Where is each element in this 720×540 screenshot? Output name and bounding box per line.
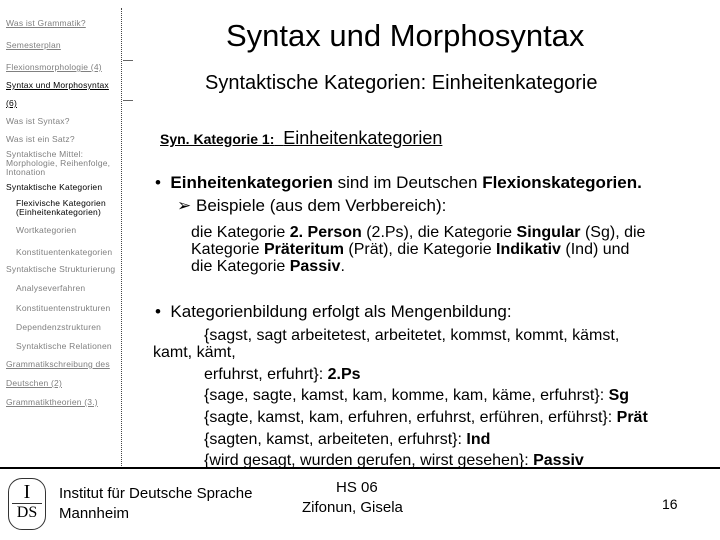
nav-link-current[interactable]: (6) bbox=[6, 98, 17, 108]
nav-item[interactable]: Konstituentenstrukturen bbox=[16, 303, 111, 313]
slide-title: Syntax und Morphosyntax bbox=[226, 18, 585, 53]
page-number: 16 bbox=[662, 496, 678, 512]
bold-term: Einheitenkategorien bbox=[170, 173, 333, 192]
divider bbox=[123, 60, 133, 61]
heading-prefix: Syn. Kategorie 1: bbox=[160, 131, 275, 147]
nav-item[interactable]: Was ist ein Satz? bbox=[6, 134, 75, 144]
text: Beispiele (aus dem Verbbereich): bbox=[195, 196, 447, 215]
slide-subtitle: Syntaktische Kategorien: Einheitenkategorie bbox=[205, 72, 598, 94]
set-line: {sagst, sagt arbeitetest, arbeitetet, kommst, kommt, kämst, bbox=[204, 327, 620, 344]
nav-item[interactable]: Was ist Syntax? bbox=[6, 116, 70, 126]
nav-item[interactable]: Wortkategorien bbox=[16, 225, 77, 235]
nav-item[interactable]: Dependenzstrukturen bbox=[16, 322, 102, 332]
footer-divider bbox=[0, 467, 720, 469]
text: Kategorienbildung erfolgt als Mengenbildung: bbox=[170, 302, 512, 321]
divider bbox=[123, 100, 133, 101]
text: sind im Deutschen bbox=[332, 173, 483, 192]
nav-item[interactable]: Konstituentenkategorien bbox=[16, 247, 113, 257]
nav-link[interactable]: Was ist Grammatik? bbox=[6, 18, 86, 28]
bullet-1: • Einheitenkategorien sind im Deutschen Flexionskategorien. bbox=[155, 173, 642, 192]
author: Zifonun, Gisela bbox=[302, 499, 403, 516]
set-line: erfuhrst, erfuhrt}: 2.Ps bbox=[204, 366, 361, 383]
set-line: kamt, kämt, bbox=[153, 344, 236, 361]
nav-link[interactable]: Deutschen (2) bbox=[6, 378, 62, 388]
nav-link[interactable]: Grammatikschreibung des bbox=[6, 359, 110, 369]
nav-link[interactable]: Grammatiktheorien (3.) bbox=[6, 397, 98, 407]
bold-term: Flexionskategorien. bbox=[482, 173, 642, 192]
set-line: {sagten, kamst, arbeiteten, erfuhrst}: Ind bbox=[204, 431, 491, 448]
sub-bullet bbox=[177, 196, 446, 216]
nav-item-current[interactable]: Syntaktische Kategorien bbox=[6, 182, 103, 192]
nav-item[interactable]: Syntaktische Strukturierung bbox=[6, 264, 116, 274]
nav-item[interactable]: Syntaktische Relationen bbox=[16, 341, 112, 351]
institute-name: Institut für Deutsche Sprache Mannheim bbox=[59, 485, 253, 522]
bullet-2: • Kategorienbildung erfolgt als Mengenbildung: bbox=[155, 302, 512, 321]
nav-item[interactable]: Syntaktische Mittel: Morphologie, Reihenfolge, Intonation bbox=[6, 149, 111, 177]
nav-link-current[interactable]: Syntax und Morphosyntax bbox=[6, 80, 109, 90]
ids-logo: I DS bbox=[8, 478, 46, 530]
nav-link[interactable]: Flexionsmorphologie (4) bbox=[6, 62, 102, 72]
examples-paragraph: die Kategorie 2. Person (2.Ps), die Kategorie Singular (Sg), die Kategorie Präteritum (Prät), die Kategorie Indikativ (Ind) und die Kategorie Passiv. bbox=[191, 224, 646, 275]
set-line: {wird gesagt, wurden gerufen, wirst gesehen}: Passiv bbox=[204, 452, 584, 469]
sidebar-divider bbox=[121, 8, 122, 466]
nav-item-current[interactable]: Flexivische Kategorien (Einheitenkategorien) bbox=[16, 198, 106, 217]
nav-link[interactable]: Semesterplan bbox=[6, 40, 61, 50]
set-line: {sage, sagte, kamst, kam, komme, kam, käme, erfuhrst}: Sg bbox=[204, 387, 630, 404]
set-line: {sagte, kamst, kam, erfuhren, erfuhrst, erführen, erführst}: Prät bbox=[204, 409, 648, 426]
heading-main: Einheitenkategorien bbox=[283, 128, 443, 148]
section-heading bbox=[160, 128, 442, 149]
arrow-bullet-icon: ➢ bbox=[177, 196, 192, 215]
nav-item[interactable]: Analyseverfahren bbox=[16, 283, 86, 293]
course-label: HS 06 bbox=[336, 479, 378, 496]
